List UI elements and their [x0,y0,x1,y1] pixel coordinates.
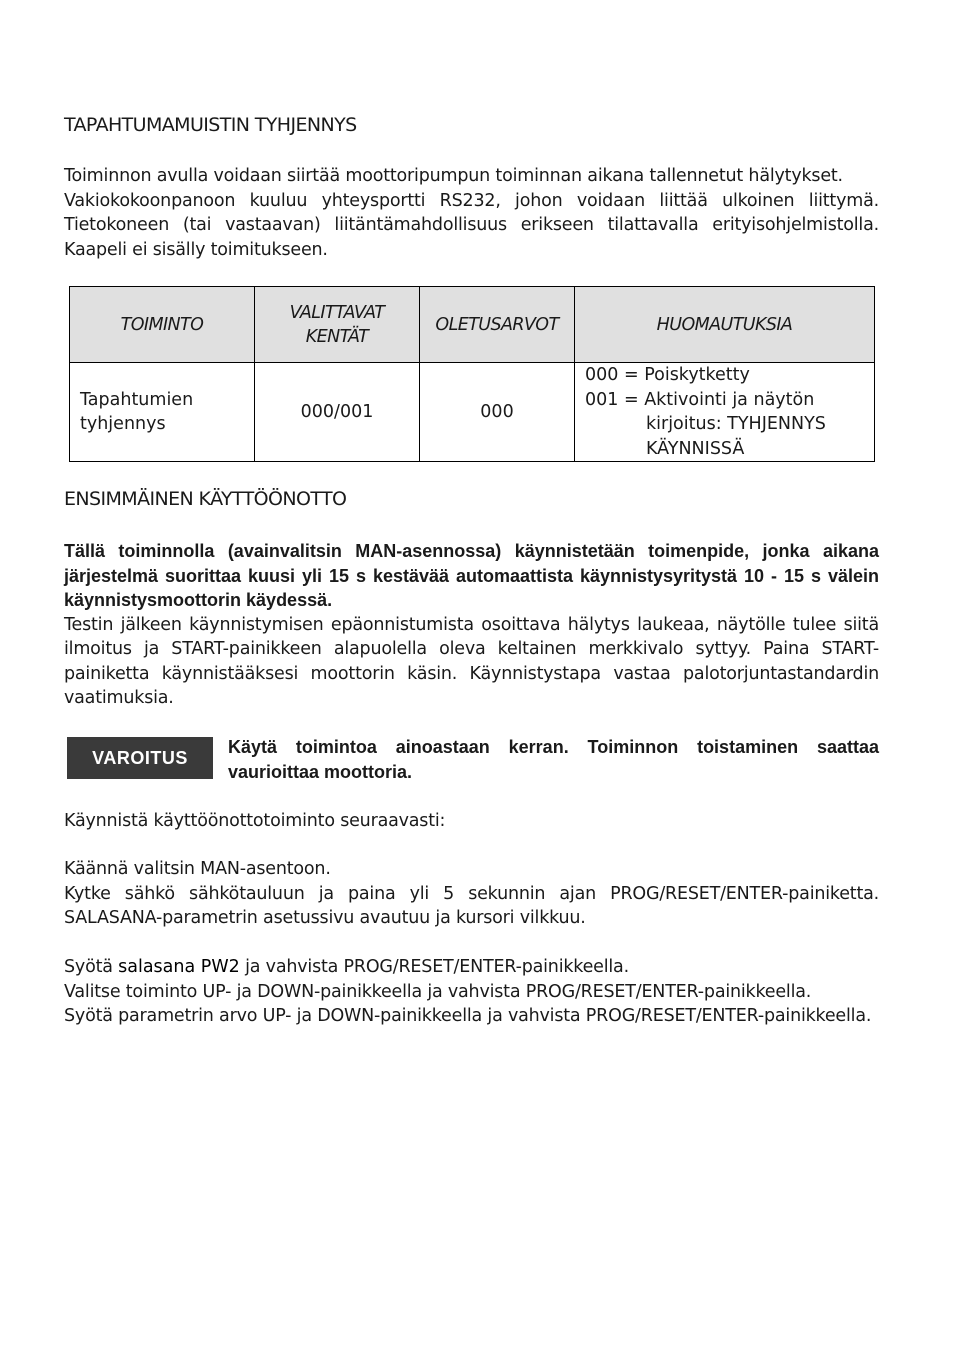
section2-line: Testin jälkeen käynnistymisen epäonnistumista osoittava hälytys laukeaa, näytölle tulee siitä [64,614,879,635]
instruction-step: Valitse toiminto UP- ja DOWN-painikkeella ja vahvista PROG/RESET/ENTER-painikkeella. [64,981,812,1002]
notes-line: 000 = Poiskytketty [585,365,750,385]
table-header: OLETUSARVOT [420,287,575,363]
table-row [70,363,875,462]
instruction-step: Käännä valitsin MAN-asentoon. [64,859,331,879]
section2-bold-line: Tällä toiminnolla (avainvalitsin MAN-asennossa) käynnistetään toimenpide, jonka aikana [64,541,879,561]
table-cell-fields: 000/001 [255,363,420,462]
instruction-step [64,955,879,980]
notes-line: KÄYNNISSÄ [646,438,745,459]
section2-line: vaatimuksia. [64,688,174,708]
section1-line: Toiminnon avulla voidaan siirtää moottoripumpun toiminnan aikana tallennetut hälytykset. [64,166,843,186]
section-title-event-memory: TAPAHTUMAMUISTIN TYHJENNYS [64,114,357,136]
step3-password: salasana PW2 [118,957,240,977]
instructions-steps-b [64,955,879,1029]
instruction-step: Kytke sähkö sähkötauluun ja paina yli 5 sekunnin ajan PROG/RESET/ENTER-painiketta. [64,883,879,904]
instructions-intro [64,809,879,834]
warning-badge: VAROITUS [67,737,213,779]
section1-paragraph [64,164,879,262]
table-header: HUOMAUTUKSIA [575,287,875,363]
warning-text [228,735,879,784]
table-header-row [70,287,875,363]
instructions-intro-line: Käynnistä käyttöönottotoiminto seuraavasti: [64,811,446,831]
section-title-commissioning: ENSIMMÄINEN KÄYTTÖÖNOTTO [64,488,347,510]
section1-line: Vakiokokoonpanoon kuuluu yhteysportti RS232, johon voidaan liittää ulkoinen liittymä. [64,190,879,211]
warning-line: vaurioittaa moottoria. [228,761,413,782]
instructions-steps-a [64,857,879,931]
section1-line: Tietokoneen (tai vastaavan) liitäntämahdollisuus erikseen tilattavalla erityisohjelmistolla. [64,215,879,235]
section2-line: painiketta käynnistääksesi moottorin käsin. Käynnistystapa vastaa palotorjuntastandardin [64,663,879,684]
section2-bold-line: käynnistysmoottorin käydessä. [64,590,333,610]
table-cell-function: Tapahtumien tyhjennys [70,363,255,462]
table-header: TOIMINTO [70,287,255,363]
table-cell-notes [575,363,875,462]
warning-line: Käytä toimintoa ainoastaan kerran. Toiminnon toistaminen saattaa [228,737,879,757]
step3-text: ja vahvista PROG/RESET/ENTER-painikkeella. [239,957,629,977]
section2-bold-line: järjestelmä suorittaa kuusi yli 15 s kestävää automaattista käynnistysyritystä 10 - 15 s välein [64,565,879,586]
section2-paragraph [64,539,879,711]
notes-line: 001 = Aktivointi ja näytön [585,389,815,410]
section1-line: Kaapeli ei sisälly toimitukseen. [64,239,328,260]
instruction-step: SALASANA-parametrin asetussivu avautuu ja kursori vilkkuu. [64,908,586,928]
step3-text: Syötä [64,957,119,977]
section2-line: ilmoitus ja START-painikkeen alapuolella oleva keltainen merkkivalo syttyy. Paina START- [64,639,879,659]
instruction-step: Syötä parametrin arvo UP- ja DOWN-painikkeella ja vahvista PROG/RESET/ENTER-painikkeella. [64,1006,872,1026]
notes-line: kirjoitus: TYHJENNYS [646,414,826,434]
table-cell-default: 000 [420,363,575,462]
table-header: VALITTAVAT KENTÄT [255,287,420,363]
parameter-table [69,286,875,462]
